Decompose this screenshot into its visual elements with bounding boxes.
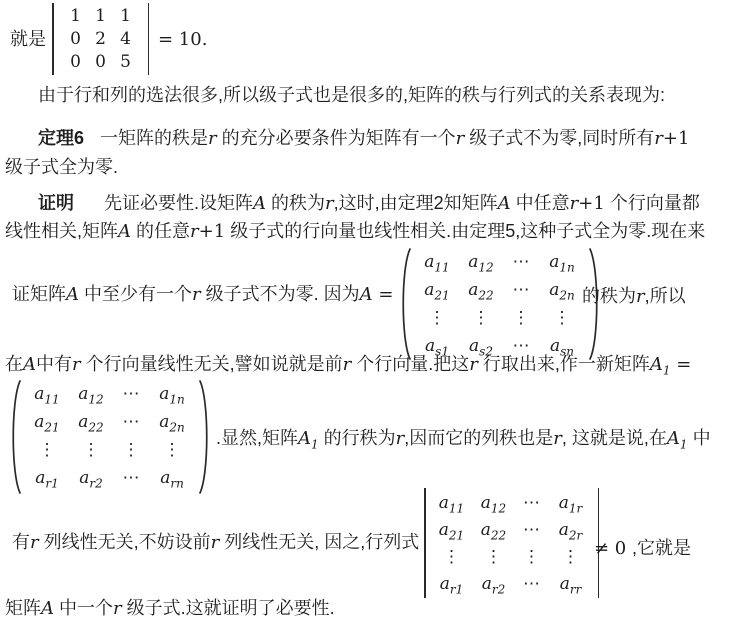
matrix-entry: $a_{rr}$: [559, 574, 582, 597]
matrix-entry: $a_{11}$: [34, 383, 60, 406]
matrix-a1: [8, 378, 212, 496]
proof-line1: [38, 192, 700, 215]
matrix-entry: 1: [70, 6, 81, 26]
matrix-entry: ⋮: [163, 439, 181, 460]
determinant-value: = 10.: [158, 28, 208, 50]
matrix-entry: 4: [120, 29, 131, 49]
matrix-entry: $a_{s2}$: [469, 335, 493, 358]
matrix-entry: $a_{1n}$: [159, 383, 185, 406]
matrix-entry: $a_{12}$: [480, 493, 507, 516]
matrix-entry: $a_{11}$: [424, 251, 450, 274]
left-paren: [8, 378, 22, 496]
proof-line6-suffix: ≠ 0 ,它就是: [594, 538, 691, 559]
proof-line2: 线性相关,矩阵A 的任意r+1 级子式的行向量也线性相关.由定理5,这种子式全为零.现在来: [5, 221, 706, 242]
matrix-entry: ⋮: [82, 439, 100, 460]
matrix-entry: $a_{22}$: [468, 279, 494, 302]
matrix-entry: $a_{rn}$: [160, 467, 184, 490]
matrix-entry: $a_{2r}$: [558, 520, 583, 543]
matrix-entry: $a_{s1}$: [425, 335, 449, 358]
proof-line6-prefix: 有r 列线性无关,不妨设前r 列线性无关, 因之,行列式: [12, 532, 420, 553]
left-paren: [398, 246, 412, 362]
matrix-entry: ⋯: [512, 279, 530, 300]
matrix-entry: ⋮: [553, 307, 571, 328]
matrix-entry: ⋮: [428, 307, 446, 328]
matrix-entry: $a_{r2}$: [79, 467, 103, 490]
matrix-entry: $a_{22}$: [78, 411, 104, 434]
matrix-entry: $a_{12}$: [78, 383, 104, 406]
right-paren: [198, 378, 212, 496]
proof-line3-suffix: 的秩为r,所以: [582, 286, 686, 307]
matrix-entry: $a_{1r}$: [558, 493, 583, 516]
matrix-a-entries: [412, 246, 588, 362]
matrix-entry: ⋮: [562, 547, 579, 567]
matrix-entry: ⋮: [472, 307, 490, 328]
matrix-entry: ⋮: [38, 439, 56, 460]
matrix-entry: ⋯: [523, 520, 540, 540]
matrix-entry: $a_{22}$: [480, 520, 507, 543]
example-determinant-line: [10, 2, 207, 76]
matrix-entry: $a_{21}$: [424, 279, 450, 302]
matrix-entry: ⋯: [122, 383, 140, 404]
proof-line1-text: 先证必要性.设矩阵A 的秩为r,这时,由定理2知矩阵A 中任意r+1 个行向量都: [104, 193, 700, 214]
matrix-entry: 5: [120, 52, 131, 72]
matrix-entry: $a_{r1}$: [35, 467, 59, 490]
matrix-entry: ⋯: [122, 411, 140, 432]
matrix-entry: $a_{r2}$: [481, 574, 506, 597]
matrix-entry: ⋯: [512, 251, 530, 272]
theorem6-line1: [38, 127, 689, 150]
intro-prefix-text: 就是: [10, 28, 46, 49]
matrix-entry: ⋯: [523, 493, 540, 513]
matrix-entry: $a_{2n}$: [159, 411, 185, 434]
r-order-determinant: [424, 488, 599, 598]
theorem6-statement-part1: 一矩阵的秩是r 的充分必要条件为矩阵有一个r 级子式不为零,同时所有r+1: [100, 128, 690, 149]
proof-line4: 在A中有r 个行向量线性无关,譬如说就是前r 个行向量.把这r 行取出来,作一新矩阵$A_1$ =: [5, 354, 692, 378]
proof-line5: .显然,矩阵$A_1$ 的行秩为r,因而它的列秩也是r, 这就是说,在$A_1$ 中: [216, 428, 711, 452]
matrix-a: [398, 246, 602, 362]
theorem6-label: 定理6: [38, 128, 85, 148]
matrix-entry: ⋯: [512, 335, 530, 356]
matrix-entry: 1: [95, 6, 106, 26]
matrix-entry: $a_{21}$: [438, 520, 465, 543]
matrix-entry: 0: [95, 52, 106, 72]
matrix-entry: ⋮: [122, 439, 140, 460]
matrix-a1-entries: [22, 378, 198, 496]
matrix-entry: ⋯: [523, 574, 540, 594]
matrix-entry: 0: [70, 29, 81, 49]
matrix-entry: ⋮: [512, 307, 530, 328]
theorem6-line2: 级子式全为零.: [5, 157, 119, 177]
matrix-entry: $a_{r1}$: [439, 574, 464, 597]
matrix-entry: $a_{1n}$: [549, 251, 575, 274]
matrix-entry: ⋯: [122, 467, 140, 488]
proof-label: 证明: [38, 193, 74, 213]
matrix-entry: 2: [95, 29, 106, 49]
example-determinant-entries: [54, 3, 148, 75]
proof-line3-prefix: 证矩阵A 中至少有一个r 级子式不为零. 因为A =: [12, 284, 394, 305]
matrix-entry: $a_{12}$: [468, 251, 494, 274]
example-determinant: [52, 3, 149, 75]
matrix-entry: $a_{21}$: [34, 411, 60, 434]
matrix-entry: 1: [120, 6, 131, 26]
matrix-entry: $a_{2n}$: [549, 279, 575, 302]
matrix-entry: $a_{sn}$: [549, 335, 575, 358]
paragraph-minors-remark: 由于行和列的选法很多,所以级子式也是很多的,矩阵的秩与行列式的关系表现为:: [38, 85, 665, 105]
r-order-determinant-entries: [426, 488, 598, 598]
matrix-entry: $a_{11}$: [438, 493, 465, 516]
proof-line7: 矩阵A 中一个r 级子式.这就证明了必要性.: [5, 598, 335, 619]
matrix-entry: ⋮: [523, 547, 540, 567]
matrix-entry: 0: [70, 52, 81, 72]
matrix-entry: ⋮: [443, 547, 460, 567]
determinant-right-bar: [148, 3, 150, 75]
matrix-entry: ⋮: [485, 547, 502, 567]
